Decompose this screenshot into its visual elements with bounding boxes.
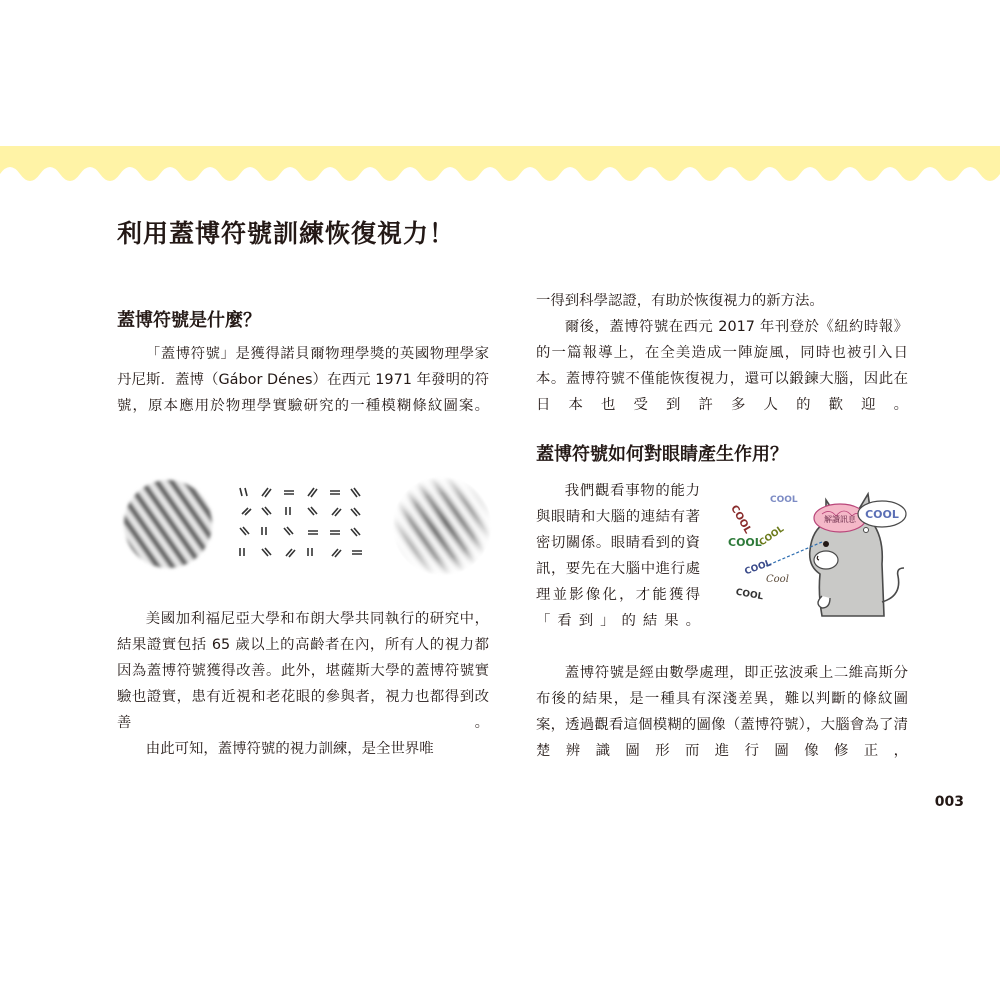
gabor-patch-blurred [392, 476, 492, 576]
paragraph-gabor-math: 蓋博符號是經由數學處理，即正弦波乘上二維高斯分布後的結果，是一種具有深淺差異，難以判斷的條紋圖案，透過觀看這個模糊的圖像（蓋博符號），大腦會為了清楚辨識圖形而進行圖像修正， [536, 665, 908, 759]
page-number: 003 [934, 794, 964, 810]
header-wave-band [0, 146, 1000, 190]
paragraph-eye-brain: 我們觀看事物的能力與眼睛和大腦的連結有著密切關係。眼睛看到的資訊，要先在大腦中進行處理並影像化，才能獲得「看到」的結果。 [536, 483, 700, 629]
cat-tail [882, 568, 904, 602]
paragraph-nyt: 爾後，蓋博符號在西元 2017 年刊登於《紐約時報》的一篇報導上，在全美造成一陣旋風，同時也被引入日本。蓋博符號不僅能恢復視力，還可以鍛鍊大腦，因此在日本也受到許多人的歡迎。 [536, 319, 908, 413]
cool-word-7: COOL [734, 587, 764, 603]
cat-eye [823, 541, 829, 547]
paragraph-intro: 「蓋博符號」是獲得諾貝爾物理學獎的英國物理學家丹尼斯．蓋博（Gábor Dénes）在西元 1971 年發明的符號，原本應用於物理學實驗研究的一種模糊條紋圖案。 [117, 346, 489, 414]
gabor-patch-circle-striped [120, 476, 216, 572]
wave-shape [0, 146, 1000, 181]
gabor-symbol-grid [236, 484, 366, 568]
cool-word-5: COOL [743, 558, 773, 578]
cool-word-6: Cool [766, 574, 789, 585]
paragraph-conclusion-start: 由此可知，蓋博符號的視力訓練，是全世界唯 [145, 741, 434, 757]
cool-word-2: COOL [728, 503, 754, 536]
cat-muzzle [814, 551, 838, 569]
section-heading-what-is: 蓋博符號是什麼？ [117, 310, 261, 331]
page-title: 利用蓋博符號訓練恢復視力！ [117, 219, 456, 248]
bubble-text: COOL [865, 508, 899, 521]
paragraph-conclusion-continued: 一得到科學認證，有助於恢復視力的新方法。 [536, 293, 824, 309]
cool-word-4: COOL [757, 524, 787, 549]
section-heading-how-it-works: 蓋博符號如何對眼睛產生作用？ [536, 444, 788, 465]
paragraph-research: 美國加利福尼亞大學和布朗大學共同執行的研究中，結果證實包括 65 歲以上的高齡者在內，所有人的視力都因為蓋博符號獲得改善。此外，堪薩斯大學的蓋博符號實驗也證實，患有近視和老花眼的參與者，視力也都得到改善。 [117, 611, 489, 731]
cool-word-3: COOL [728, 536, 762, 549]
gabor-grid-marks [240, 488, 362, 557]
cat-paw [818, 596, 830, 608]
cat-brain-illustration [726, 484, 912, 620]
cool-word-1: COOL [770, 495, 798, 505]
brain-label: 解讀訊息 [824, 515, 856, 524]
